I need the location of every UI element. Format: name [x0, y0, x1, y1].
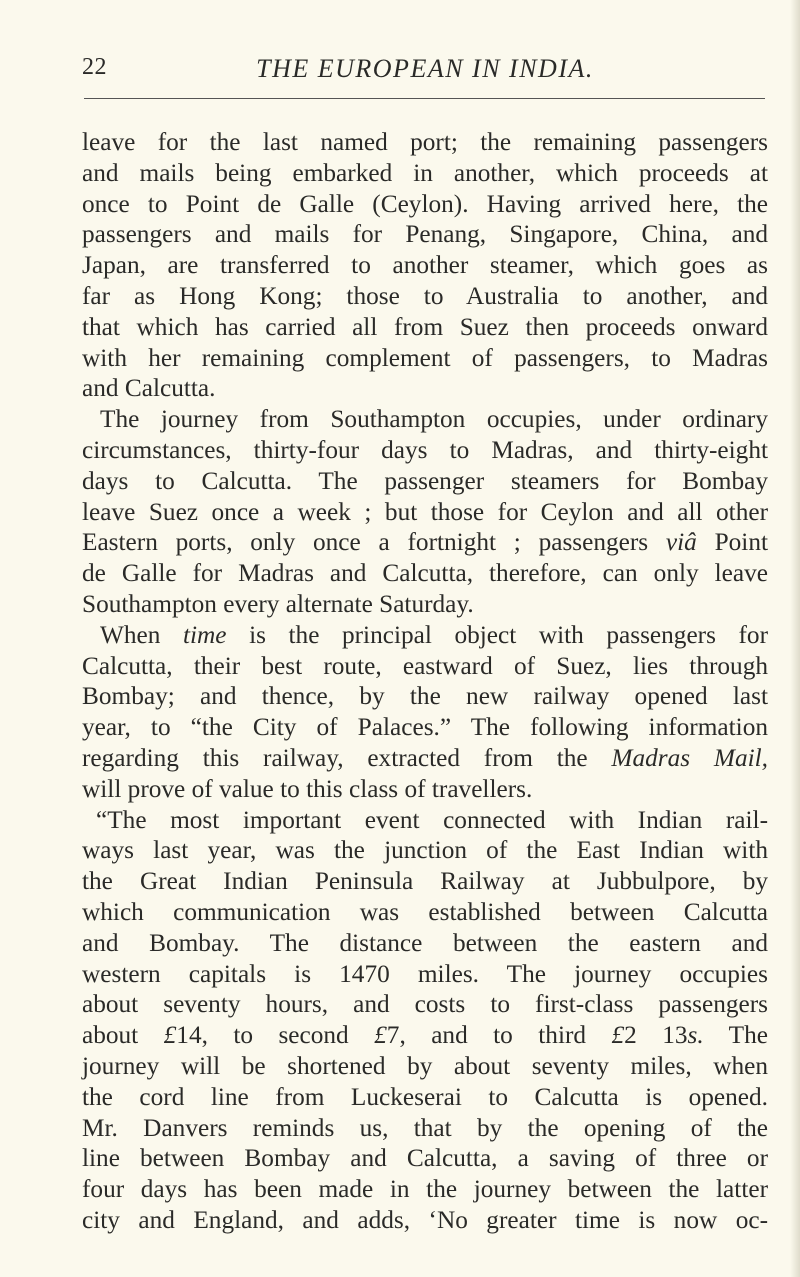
text-line: that which has carried all from Suez then proceeds onward — [82, 312, 768, 341]
text-line: and Bombay. The distance between the eastern and — [82, 928, 768, 957]
running-head — [82, 54, 768, 94]
text-line: far as Hong Kong; those to Australia to another, and — [82, 281, 768, 310]
text-line: leave for the last named port; the remaining passengers — [82, 128, 768, 156]
text-line: circumstances, thirty-four days to Madras, and thirty-eight — [82, 435, 768, 464]
text-line: “The most important event connected with Indian rail- — [96, 805, 768, 834]
text-line: western capitals is 1470 miles. The journey occupies — [82, 959, 768, 988]
text-line: city and England, and adds, ‘No greater time is now oc- — [82, 1205, 768, 1234]
text-line: year, to “the City of Palaces.” The following information — [82, 713, 768, 742]
italic-text: s. — [687, 1021, 704, 1050]
body-text — [82, 127, 768, 1236]
text-line: will prove of value to this class of travellers. — [82, 774, 533, 803]
text-line: about seventy hours, and costs to first-class passengers — [82, 990, 768, 1019]
text-line: four days has been made in the journey between the latter — [82, 1175, 768, 1204]
text-line: ways last year, was the junction of the East Indian with — [82, 836, 768, 865]
text-line: Calcutta, their best route, eastward of Suez, lies through — [82, 651, 768, 680]
text-line: Japan, are transferred to another steamer, which goes as — [82, 251, 768, 280]
text-line: about £14, to second £7, and to third £2 13s. The — [82, 1021, 769, 1050]
text-line: regarding this railway, extracted from the Madras Mail, — [82, 743, 768, 772]
italic-text: Madras Mail, — [611, 743, 768, 772]
italic-text: £ — [163, 1021, 177, 1050]
text-line: the Great Indian Peninsula Railway at Jubbulpore, by — [82, 867, 768, 896]
text-line: passengers and mails for Penang, Singapore, China, and — [82, 220, 768, 249]
text-line: once to Point de Galle (Ceylon). Having arrived here, the — [82, 189, 768, 218]
text-line: leave Suez once a week ; but those for Ceylon and all other — [82, 497, 768, 526]
page-edge-shadow — [790, 0, 800, 1277]
text-line: When time is the principal object with passengers for — [100, 620, 768, 649]
text-line: Bombay; and thence, by the new railway opened last — [82, 682, 768, 711]
text-line: and mails being embarked in another, which proceeds at — [82, 158, 768, 187]
italic-text: viâ — [665, 528, 697, 557]
text-line: which communication was established between Calcutta — [82, 897, 768, 926]
text-line: journey will be shortened by about seventy miles, when — [82, 1051, 768, 1080]
header-rule — [84, 98, 765, 99]
text-line: with her remaining complement of passengers, to Madras — [82, 343, 768, 372]
text-line: days to Calcutta. The passenger steamers for Bombay — [82, 466, 768, 495]
italic-text: time — [182, 620, 227, 649]
italic-text: £ — [374, 1021, 387, 1050]
text-line: The journey from Southampton occupies, under ordinary — [100, 405, 768, 434]
text-line: line between Bombay and Calcutta, a saving of three or — [82, 1144, 768, 1173]
text-line: Eastern ports, only once a fortnight ; passengers viâ Point — [82, 528, 768, 557]
text-line: Southampton every alternate Saturday. — [82, 589, 474, 618]
text-line: Mr. Danvers reminds us, that by the opening of the — [82, 1113, 768, 1142]
text-line: de Galle for Madras and Calcutta, therefore, can only leave — [82, 559, 768, 588]
running-title: THE EUROPEAN IN INDIA. — [256, 54, 594, 83]
text-line: the cord line from Luckeserai to Calcutta is opened. — [82, 1082, 768, 1111]
text-line: and Calcutta. — [82, 374, 216, 403]
italic-text: £ — [611, 1021, 625, 1050]
page-number: 22 — [82, 54, 107, 80]
